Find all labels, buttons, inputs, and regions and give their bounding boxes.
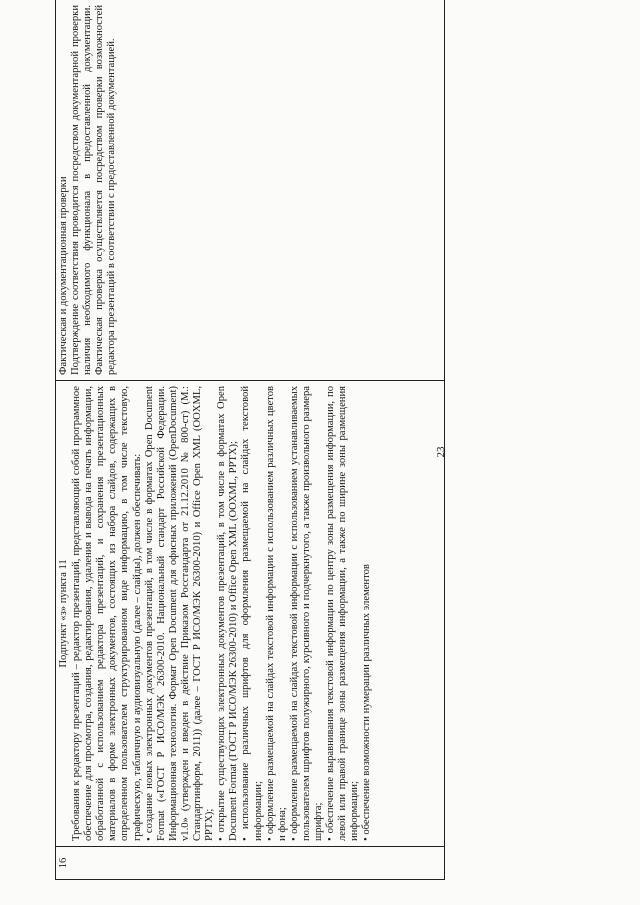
- list-item: • оформление размещаемой на слайдах текстовой информации с использованием устанавливаемых пользователем шрифтов полужирного, курсивного и подчеркнутого, а также произвольного размера шрифта;: [289, 386, 325, 841]
- rotated-table-container: [55, 5, 445, 880]
- page-number: 23: [435, 446, 447, 458]
- verification-heading: Фактическая и документационная проверки: [58, 176, 69, 375]
- requirements-table: [55, 0, 445, 880]
- list-item: • открытие существующих электронных документов презентаций, в том числе в форматах Open Document Format (ГОСТ Р ИСО/МЭК 26300-2010) и Office Open XML (OOXML, PPTX);: [216, 386, 240, 841]
- requirements-cell: [56, 381, 445, 847]
- intro-paragraph: Требования к редактору презентаций – редактор презентаций, представляющий собой программное обеспечение для просмотра, создания, редактирования, удаления и вывода на печать информации, обработанной с использованием редактора презентаций, и сохранения презентационных материалов в форме электронных документов, состоящих из набора слайдов, содержащих в определенном пользователем структурированном виде информацию, в том числе текстовую, графическую, табличную и аудиовизуальную (далее – слайды), должен обеспечивать:: [71, 386, 143, 841]
- bullet-list: [144, 386, 374, 841]
- verification-text: Подтверждение соответствия проводится посредством документарной проверки наличия необходимого функционала в предоставленной документации. Фактическая проверка осуществляется посредством проверки возможностей редактора презентаций в соответствии с предоставленной документацией.: [70, 5, 118, 375]
- list-item: • обеспечение выравнивания текстовой информации по центру зоны размещения информации, по левой или правой границе зоны размещения информации, а также по ширине зоны размещения информации;: [325, 386, 361, 841]
- row-number-cell: [56, 847, 445, 880]
- list-item: • оформление размещаемой на слайдах текстовой информации с использованием различных цветов и фона;: [265, 386, 289, 841]
- table-row: [56, 0, 445, 880]
- list-item: • использование различных шрифтов для оформления размещаемой на слайдах текстовой информации;: [240, 386, 264, 841]
- row-number: 16: [58, 857, 69, 869]
- verification-cell: [56, 0, 445, 381]
- list-item: • обеспечение возможности нумерации различных элементов: [361, 386, 373, 841]
- list-item: • создание новых электронных документов презентаций, в том числе в форматах Open Document Format («ГОСТ Р ИСО/МЭК 26300-2010. Национальный стандарт Российской Федерации. Информационная технология. Формат Open Document для офисных приложений (OpenDocument) v1.0» (утвержден и введен в действие Приказом Росстандарта от 21.12.2010 № 800-ст) (М.: Стандартинформ, 2011)) (далее – ГОСТ Р ИСО/МЭК 26300-2010) и Office Open XML (OOXML, PPTX);: [144, 386, 217, 841]
- subheading: Подпункт «з» пункта 11: [58, 559, 69, 668]
